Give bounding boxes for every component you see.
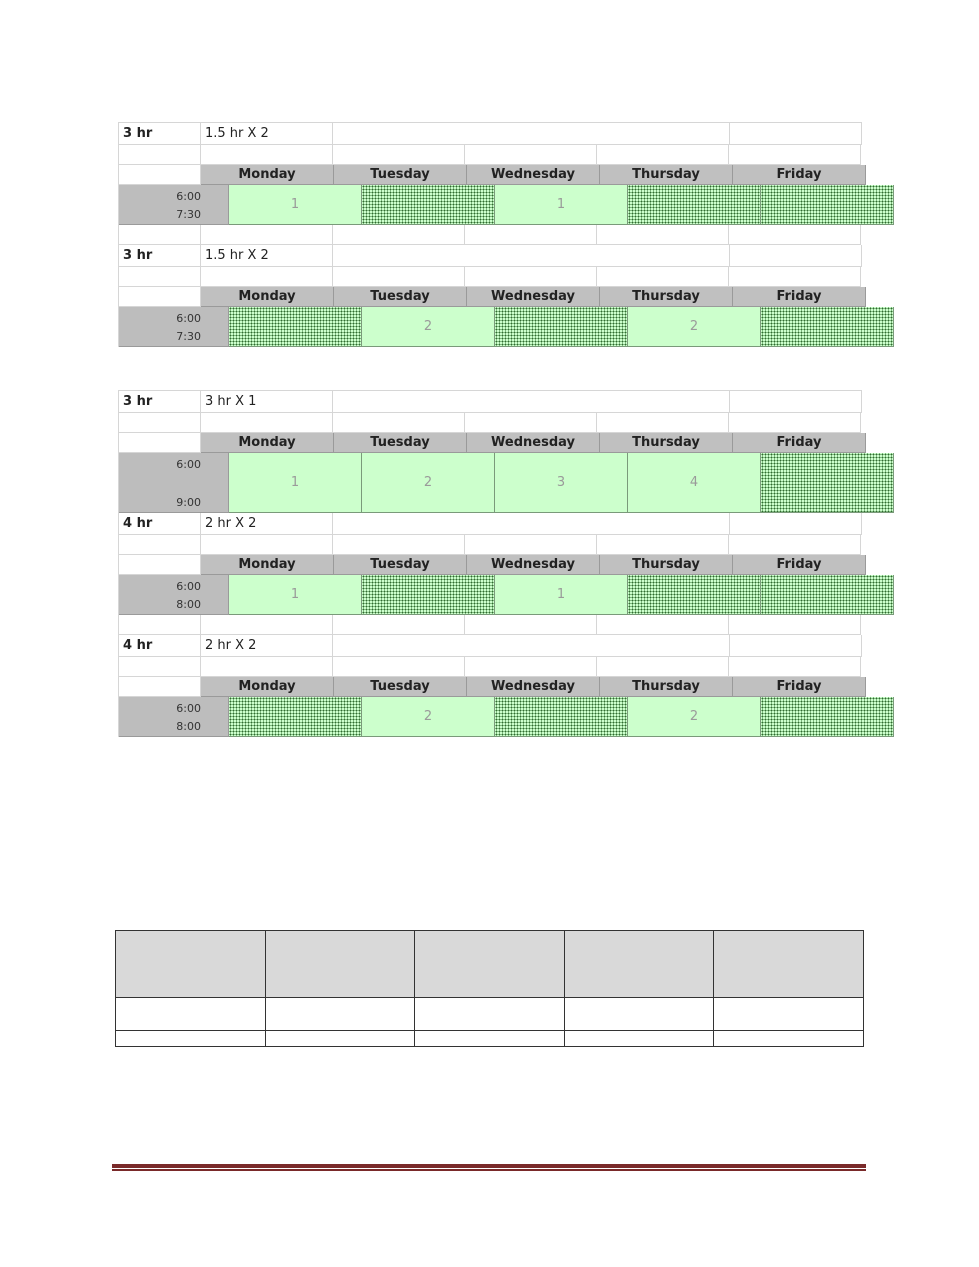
slot-thursday	[628, 185, 761, 225]
end-time: 8:00	[176, 720, 201, 733]
time-range	[119, 575, 229, 615]
hours-label: 3 hr	[119, 391, 201, 413]
header-corner	[119, 677, 201, 697]
day-header-friday: Friday	[733, 555, 866, 575]
blank-row	[119, 145, 862, 165]
pattern-label: 1.5 hr X 2	[201, 123, 333, 145]
blank-cell	[730, 513, 862, 535]
blank-cell	[333, 413, 465, 433]
header-corner	[119, 433, 201, 453]
blank-row	[119, 267, 862, 287]
header-corner	[119, 555, 201, 575]
table-header-row	[116, 931, 864, 998]
blank-row	[119, 225, 862, 245]
schedule-info-row	[119, 391, 862, 413]
blank-cell	[201, 145, 333, 165]
blank-cell	[333, 391, 730, 413]
hours-label: 3 hr	[119, 245, 201, 267]
hours-label: 3 hr	[119, 123, 201, 145]
blank-cell	[119, 145, 201, 165]
day-header-tuesday: Tuesday	[334, 433, 467, 453]
day-header-row	[119, 555, 862, 575]
blank-row	[119, 413, 862, 433]
day-header-wednesday: Wednesday	[467, 555, 600, 575]
blank-cell	[597, 615, 729, 635]
slot-wednesday: 3	[495, 453, 628, 513]
slot-friday	[761, 453, 894, 513]
table-cell	[116, 1031, 266, 1047]
blank-cell	[465, 267, 597, 287]
blank-cell	[729, 657, 861, 677]
blank-cell	[465, 615, 597, 635]
schedule-info-row	[119, 635, 862, 657]
table-cell	[415, 998, 565, 1031]
slot-thursday	[628, 575, 761, 615]
blank-cell	[333, 123, 730, 145]
time-slot-row	[119, 697, 862, 737]
slot-wednesday: 1	[495, 185, 628, 225]
table-cell	[265, 931, 415, 998]
table-cell	[265, 1031, 415, 1047]
blank-cell	[119, 225, 201, 245]
time-slot-row	[119, 453, 862, 513]
blank-cell	[465, 145, 597, 165]
day-header-friday: Friday	[733, 433, 866, 453]
hours-label: 4 hr	[119, 635, 201, 657]
blank-cell	[465, 413, 597, 433]
blank-cell	[333, 225, 465, 245]
day-header-monday: Monday	[201, 677, 334, 697]
time-slot-row	[119, 307, 862, 347]
blank-cell	[597, 657, 729, 677]
blank-cell	[597, 267, 729, 287]
blank-cell	[729, 267, 861, 287]
slot-tuesday	[362, 575, 495, 615]
time-slot-row	[119, 185, 862, 225]
schedule-info-row	[119, 123, 862, 145]
blank-cell	[730, 391, 862, 413]
slot-wednesday	[495, 697, 628, 737]
day-header-thursday: Thursday	[600, 165, 733, 185]
blank-cell	[333, 657, 465, 677]
day-header-row	[119, 165, 862, 185]
header-corner	[119, 165, 201, 185]
schedule-info-row	[119, 245, 862, 267]
end-time: 9:00	[176, 496, 201, 509]
time-range	[119, 697, 229, 737]
hours-label: 4 hr	[119, 513, 201, 535]
slot-thursday: 2	[628, 697, 761, 737]
blank-cell	[465, 225, 597, 245]
day-header-wednesday: Wednesday	[467, 165, 600, 185]
slot-friday	[761, 697, 894, 737]
day-header-wednesday: Wednesday	[467, 677, 600, 697]
schedule-info-row	[119, 513, 862, 535]
pattern-label: 2 hr X 2	[201, 513, 333, 535]
schedule-block	[119, 513, 862, 635]
day-header-row	[119, 287, 862, 307]
start-time: 6:00	[176, 190, 201, 203]
day-header-wednesday: Wednesday	[467, 433, 600, 453]
slot-friday	[761, 307, 894, 347]
day-header-tuesday: Tuesday	[334, 677, 467, 697]
table-cell	[265, 998, 415, 1031]
footer-rule-thin	[112, 1169, 866, 1171]
table-cell	[116, 998, 266, 1031]
day-header-tuesday: Tuesday	[334, 555, 467, 575]
schedule-block	[119, 245, 862, 347]
blank-cell	[729, 225, 861, 245]
day-header-thursday: Thursday	[600, 677, 733, 697]
blank-cell	[729, 145, 861, 165]
pattern-label: 2 hr X 2	[201, 635, 333, 657]
table-cell	[564, 998, 714, 1031]
blank-cell	[201, 657, 333, 677]
blank-cell	[201, 225, 333, 245]
slot-tuesday: 2	[362, 307, 495, 347]
table-row	[116, 1031, 864, 1047]
start-time: 6:00	[176, 458, 201, 471]
slot-thursday: 4	[628, 453, 761, 513]
blank-cell	[119, 535, 201, 555]
blank-cell	[729, 535, 861, 555]
day-header-tuesday: Tuesday	[334, 165, 467, 185]
blank-cell	[730, 123, 862, 145]
day-header-friday: Friday	[733, 165, 866, 185]
blank-cell	[119, 413, 201, 433]
blank-cell	[730, 245, 862, 267]
blank-cell	[333, 615, 465, 635]
time-range	[119, 453, 229, 513]
pattern-label: 3 hr X 1	[201, 391, 333, 413]
table-cell	[415, 931, 565, 998]
slot-tuesday: 2	[362, 697, 495, 737]
blank-cell	[729, 413, 861, 433]
slot-monday: 1	[229, 575, 362, 615]
blank-cell	[201, 413, 333, 433]
table-row	[116, 998, 864, 1031]
blank-cell	[333, 513, 730, 535]
day-header-wednesday: Wednesday	[467, 287, 600, 307]
day-header-friday: Friday	[733, 677, 866, 697]
table-cell	[714, 1031, 864, 1047]
slot-monday: 1	[229, 453, 362, 513]
blank-row	[119, 615, 862, 635]
start-time: 6:00	[176, 580, 201, 593]
day-header-monday: Monday	[201, 287, 334, 307]
blank-cell	[333, 245, 730, 267]
slot-monday	[229, 697, 362, 737]
pattern-label: 1.5 hr X 2	[201, 245, 333, 267]
blank-cell	[119, 267, 201, 287]
schedule-block	[119, 635, 862, 737]
blank-cell	[119, 657, 201, 677]
blank-cell	[729, 615, 861, 635]
slot-friday	[761, 185, 894, 225]
schedule-group-1	[118, 122, 862, 347]
blank-row	[119, 657, 862, 677]
slot-wednesday	[495, 307, 628, 347]
slot-thursday: 2	[628, 307, 761, 347]
day-header-tuesday: Tuesday	[334, 287, 467, 307]
slot-friday	[761, 575, 894, 615]
blank-cell	[333, 145, 465, 165]
start-time: 6:00	[176, 702, 201, 715]
blank-cell	[730, 635, 862, 657]
blank-cell	[333, 635, 730, 657]
blank-cell	[465, 657, 597, 677]
blank-cell	[201, 535, 333, 555]
day-header-monday: Monday	[201, 555, 334, 575]
blank-cell	[465, 535, 597, 555]
table-cell	[564, 1031, 714, 1047]
slot-tuesday	[362, 185, 495, 225]
end-time: 8:00	[176, 598, 201, 611]
blank-cell	[333, 535, 465, 555]
table-cell	[564, 931, 714, 998]
day-header-row	[119, 677, 862, 697]
footer-rule	[112, 1164, 866, 1168]
slot-wednesday: 1	[495, 575, 628, 615]
blank-cell	[597, 225, 729, 245]
time-slot-row	[119, 575, 862, 615]
blank-cell	[597, 535, 729, 555]
day-header-monday: Monday	[201, 433, 334, 453]
time-range	[119, 307, 229, 347]
day-header-thursday: Thursday	[600, 555, 733, 575]
blank-cell	[597, 413, 729, 433]
end-time: 7:30	[176, 208, 201, 221]
header-corner	[119, 287, 201, 307]
start-time: 6:00	[176, 312, 201, 325]
blank-cell	[201, 267, 333, 287]
table-cell	[714, 998, 864, 1031]
blank-row	[119, 535, 862, 555]
empty-table	[115, 930, 864, 1047]
day-header-monday: Monday	[201, 165, 334, 185]
schedule-block	[119, 391, 862, 513]
time-range	[119, 185, 229, 225]
blank-cell	[201, 615, 333, 635]
day-header-thursday: Thursday	[600, 433, 733, 453]
day-header-thursday: Thursday	[600, 287, 733, 307]
day-header-row	[119, 433, 862, 453]
slot-monday	[229, 307, 362, 347]
end-time: 7:30	[176, 330, 201, 343]
slot-tuesday: 2	[362, 453, 495, 513]
table-cell	[714, 931, 864, 998]
blank-cell	[119, 615, 201, 635]
schedule-group-2	[118, 390, 862, 737]
day-header-friday: Friday	[733, 287, 866, 307]
slot-monday: 1	[229, 185, 362, 225]
table-cell	[116, 931, 266, 998]
blank-cell	[597, 145, 729, 165]
blank-cell	[333, 267, 465, 287]
schedule-block	[119, 123, 862, 245]
table-cell	[415, 1031, 565, 1047]
